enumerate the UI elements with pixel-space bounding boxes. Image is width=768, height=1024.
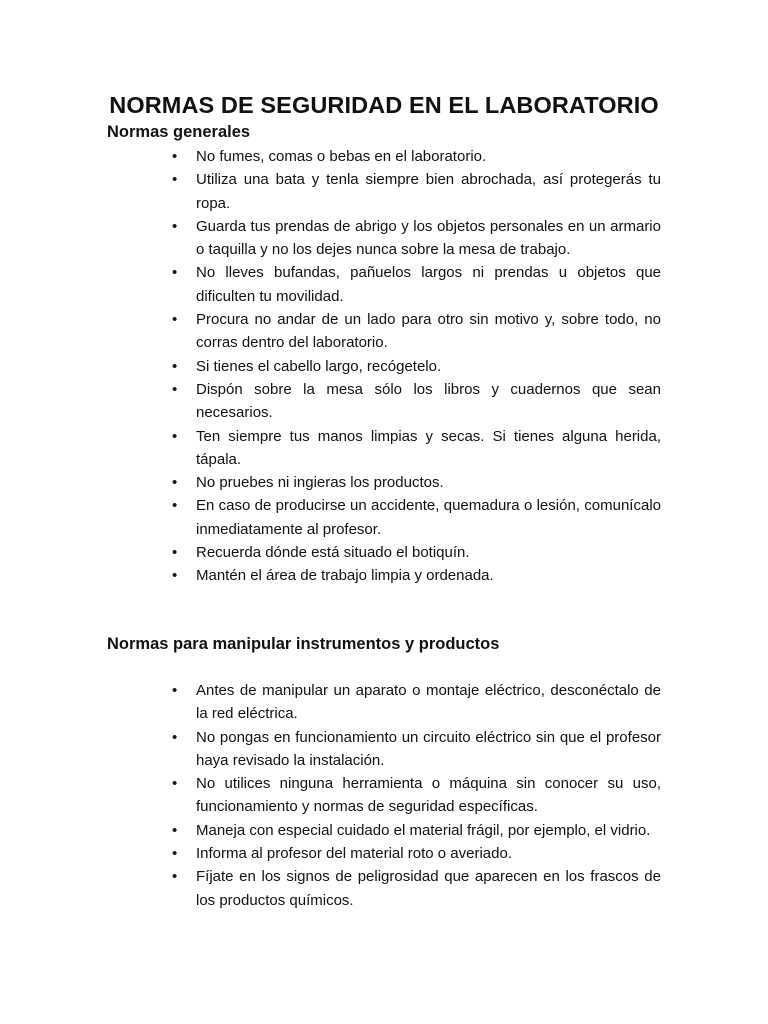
list-item-text: Maneja con especial cuidado el material frágil, por ejemplo, el vidrio. bbox=[196, 821, 651, 839]
bullet-icon: • bbox=[172, 171, 178, 189]
list-item-text: Informa al profesor del material roto o averiado. bbox=[196, 845, 512, 863]
list-item bbox=[0, 772, 661, 819]
list-item bbox=[0, 168, 661, 215]
list-item-text: No utilices ninguna herramienta o máquina sin conocer su uso, funcionamiento y normas de seguridad específicas. bbox=[196, 775, 661, 816]
bullet-icon: • bbox=[172, 264, 178, 282]
list-item-text: No pruebes ni ingieras los productos. bbox=[196, 474, 444, 492]
list-item-text: No pongas en funcionamiento un circuito eléctrico sin que el profesor haya revisado la instalación. bbox=[196, 728, 661, 769]
bullet-icon: • bbox=[172, 311, 178, 329]
section-heading-normas-generales: Normas generales bbox=[107, 123, 251, 141]
list-item bbox=[0, 679, 661, 726]
section-heading-instrumentos-productos: Normas para manipular instrumentos y productos bbox=[107, 635, 500, 653]
bullet-icon: • bbox=[172, 728, 178, 746]
list-item bbox=[0, 471, 661, 494]
list-item bbox=[0, 494, 661, 541]
list-item bbox=[0, 145, 661, 168]
list-item-text: Dispón sobre la mesa sólo los libros y cuadernos que sean necesarios. bbox=[196, 380, 661, 422]
page-title: NORMAS DE SEGURIDAD EN EL LABORATORIO bbox=[109, 92, 659, 118]
bullet-icon: • bbox=[172, 775, 178, 793]
list-item-text: Recuerda dónde está situado el botiquín. bbox=[196, 544, 470, 562]
list-item bbox=[0, 355, 661, 378]
list-item bbox=[0, 215, 661, 262]
list-item-text: No lleves bufandas, pañuelos largos ni prendas u objetos que dificulten tu movilidad. bbox=[196, 264, 661, 305]
list-item bbox=[0, 378, 661, 425]
bullet-icon: • bbox=[172, 148, 178, 165]
list-item bbox=[0, 726, 661, 773]
list-item-text: Ten siempre tus manos limpias y secas. Si tienes alguna herida, tápala. bbox=[196, 427, 661, 468]
bullet-icon: • bbox=[172, 567, 178, 585]
bullet-icon: • bbox=[172, 474, 178, 492]
list-item-text: Fíjate en los signos de peligrosidad que aparecen en los frascos de los productos químicos. bbox=[196, 868, 661, 909]
bullet-icon: • bbox=[172, 821, 178, 839]
list-item bbox=[0, 819, 661, 842]
list-item-text: Mantén el área de trabajo limpia y ordenada. bbox=[196, 567, 494, 585]
list-item bbox=[0, 261, 661, 308]
list-item bbox=[0, 425, 661, 472]
list-item bbox=[0, 842, 661, 865]
list-item-text: En caso de producirse un accidente, quemadura o lesión, comunícalo inmediatamente al profesor. bbox=[196, 497, 661, 538]
list-item-text: No fumes, comas o bebas en el laboratorio. bbox=[196, 148, 487, 165]
list-item-text: Utiliza una bata y tenla siempre bien abrochada, así protegerás tu ropa. bbox=[196, 171, 661, 212]
rules-list-instruments bbox=[0, 679, 768, 912]
bullet-icon: • bbox=[172, 217, 178, 235]
bullet-icon: • bbox=[172, 845, 178, 863]
list-item-text: Procura no andar de un lado para otro sin motivo y, sobre todo, no corras dentro del laboratorio. bbox=[196, 311, 661, 352]
list-item bbox=[0, 865, 661, 912]
bullet-icon: • bbox=[172, 544, 178, 562]
list-item-text: Guarda tus prendas de abrigo y los objetos personales en un armario o taquilla y no los dejes nunca sobre la mesa de trabajo. bbox=[196, 217, 661, 259]
list-item bbox=[0, 541, 661, 564]
bullet-icon: • bbox=[172, 868, 178, 886]
rules-list-general bbox=[0, 145, 768, 588]
list-item-text: Antes de manipular un aparato o montaje eléctrico, desconéctalo de la red eléctrica. bbox=[196, 682, 661, 723]
list-item bbox=[0, 564, 661, 587]
bullet-icon: • bbox=[172, 682, 178, 699]
bullet-icon: • bbox=[172, 497, 178, 515]
list-item-text: Si tienes el cabello largo, recógetelo. bbox=[196, 357, 442, 375]
bullet-icon: • bbox=[172, 357, 178, 375]
bullet-icon: • bbox=[172, 427, 178, 445]
bullet-icon: • bbox=[172, 380, 178, 398]
list-item bbox=[0, 308, 661, 355]
